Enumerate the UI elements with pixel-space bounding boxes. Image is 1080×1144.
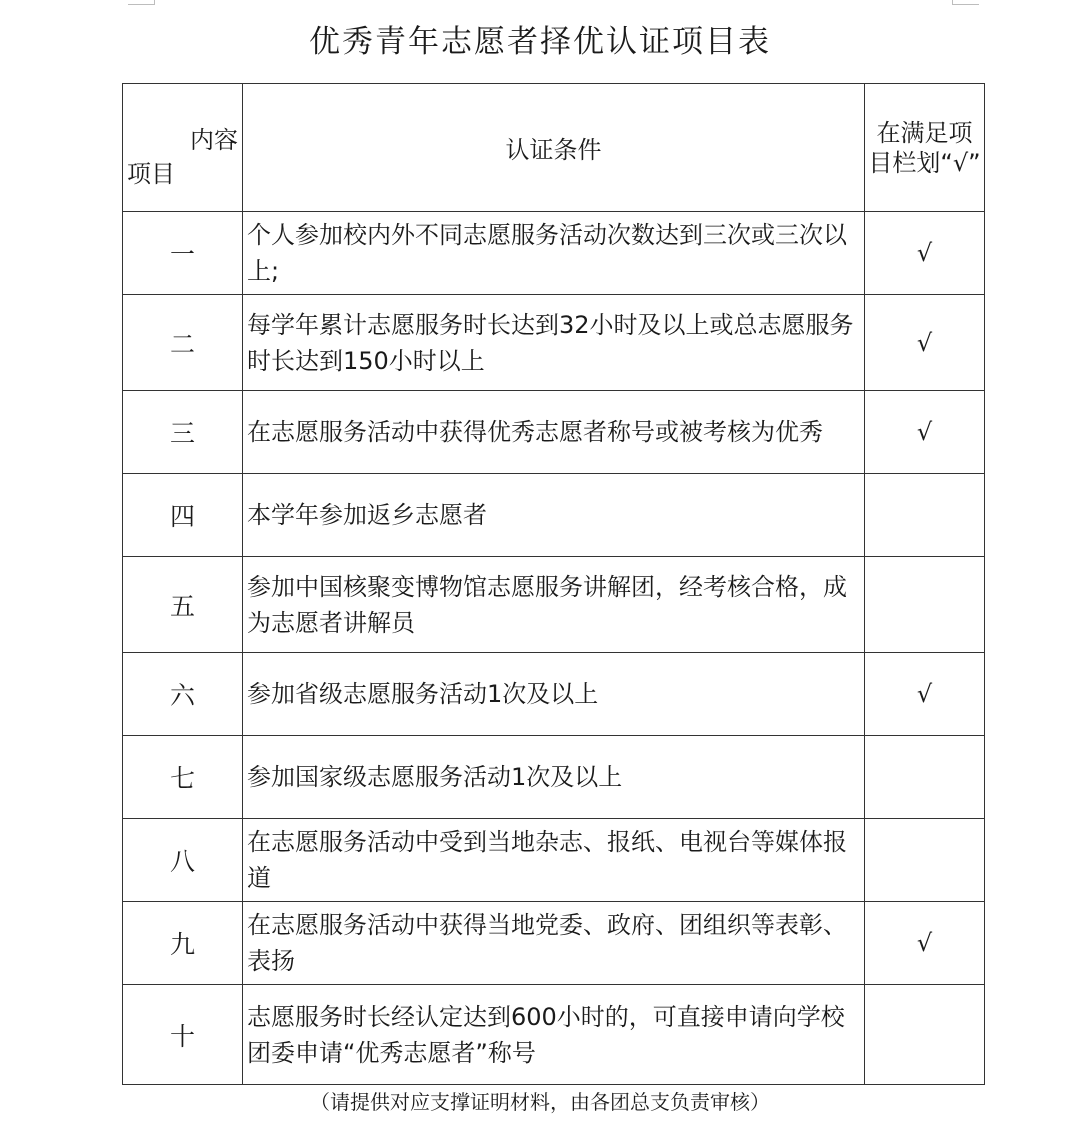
row-checkmark: √ [865,212,985,295]
row-condition: 在志愿服务活动中获得优秀志愿者称号或被考核为优秀 [243,391,865,474]
page-title: 优秀青年志愿者择优认证项目表 [309,24,771,60]
row-condition: 在志愿服务活动中获得当地党委、政府、团组织等表彰、表扬 [243,902,865,985]
header-mark-label: 在满足项目栏划“√” [865,84,985,212]
table-row [123,557,985,653]
row-number: 三 [123,391,243,474]
row-number: 七 [123,736,243,819]
row-condition: 参加中国核聚变博物馆志愿服务讲解团，经考核合格，成为志愿者讲解员 [243,557,865,653]
certification-table [122,83,985,1085]
table-row [123,902,985,985]
row-checkmark: √ [865,653,985,736]
row-condition: 在志愿服务活动中受到当地杂志、报纸、电视台等媒体报道 [243,819,865,902]
footnote: （请提供对应支撑证明材料，由各团总支负责审核） [310,1090,770,1114]
header-content-label: 内容 [190,126,238,154]
row-checkmark [865,819,985,902]
row-checkmark [865,736,985,819]
row-checkmark: √ [865,295,985,391]
row-number: 十 [123,985,243,1085]
row-number: 九 [123,902,243,985]
row-checkmark: √ [865,391,985,474]
header-diagonal-cell [123,84,243,212]
table-row [123,212,985,295]
row-number: 二 [123,295,243,391]
row-checkmark [865,557,985,653]
table-row [123,985,985,1085]
table-row [123,391,985,474]
table-row [123,295,985,391]
row-number: 八 [123,819,243,902]
row-checkmark [865,985,985,1085]
table-row [123,736,985,819]
row-condition: 每学年累计志愿服务时长达到32小时及以上或总志愿服务时长达到150小时以上 [243,295,865,391]
header-item-label: 项目 [127,160,175,188]
row-number: 六 [123,653,243,736]
table-row [123,653,985,736]
row-condition: 志愿服务时长经认定达到600小时的，可直接申请向学校团委申请“优秀志愿者”称号 [243,985,865,1085]
row-number: 一 [123,212,243,295]
header-condition-label: 认证条件 [243,84,865,212]
row-number: 四 [123,474,243,557]
crop-mark-right [952,0,979,5]
row-checkmark [865,474,985,557]
table-row [123,819,985,902]
crop-mark-left [128,0,155,5]
table-row [123,474,985,557]
row-condition: 本学年参加返乡志愿者 [243,474,865,557]
row-condition: 参加省级志愿服务活动1次及以上 [243,653,865,736]
row-number: 五 [123,557,243,653]
row-checkmark: √ [865,902,985,985]
row-condition: 个人参加校内外不同志愿服务活动次数达到三次或三次以上; [243,212,865,295]
row-condition: 参加国家级志愿服务活动1次及以上 [243,736,865,819]
table-header-row [123,84,985,212]
